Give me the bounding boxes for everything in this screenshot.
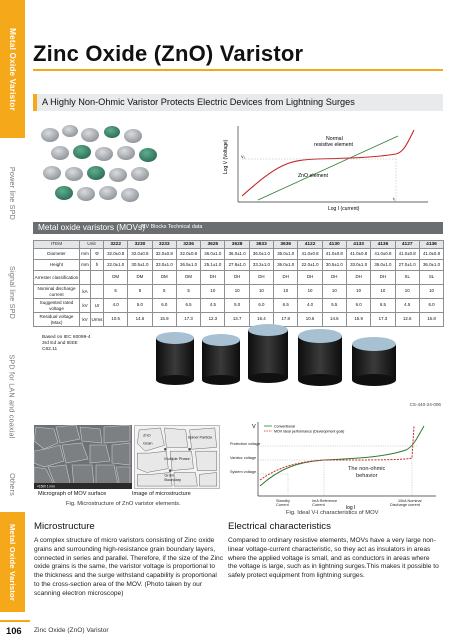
table-cell: 5.5 — [322, 299, 346, 313]
table-cell: 5 — [176, 285, 200, 299]
label-protection-voltage: Protection voltage — [230, 442, 261, 446]
table-cell: 41.0±0.8 — [322, 249, 346, 260]
row-unit: kV — [80, 299, 91, 313]
tick-v1: V₁ — [241, 154, 246, 159]
header-model: 4136 — [419, 241, 443, 249]
label-nominal-2: Discharge current — [390, 503, 420, 507]
disc-row-1 — [41, 125, 142, 143]
title-divider — [33, 69, 443, 71]
side-tab-label: Power line SPD — [8, 166, 18, 220]
table-cell: DH — [371, 271, 395, 285]
varistor-disc — [121, 188, 139, 202]
table-cell: 6.0 — [346, 299, 370, 313]
electrical-heading: Electrical characteristics — [228, 521, 331, 532]
subtitle-marker — [33, 94, 37, 111]
table-cell: 17.3 — [371, 313, 395, 327]
table-cell: 27.0±1.0 — [395, 260, 419, 271]
table-cell: DM — [104, 271, 128, 285]
mov-section-bar — [33, 222, 443, 234]
row-label: Diameter — [34, 249, 80, 260]
table-cell: 22.0±1.0 — [104, 260, 128, 271]
table-cell: 4.0 — [298, 299, 322, 313]
side-tab-power-line-spd[interactable] — [0, 138, 25, 248]
label-system-voltage: System voltage — [230, 470, 256, 474]
conventional-curve — [260, 426, 424, 486]
table-cell: 16.4 — [249, 313, 273, 327]
table-cell: 22.0±1.0 — [298, 260, 322, 271]
table-cell: 12.6 — [395, 313, 419, 327]
table-cell: 36.0±1.0 — [371, 260, 395, 271]
normal-label-2: resistive element — [314, 142, 353, 148]
table-cell: 41.0±0.8 — [395, 249, 419, 260]
table-cell: 4.5 — [201, 299, 225, 313]
spec-table — [33, 240, 444, 327]
table-cell: 36.0±1.0 — [419, 260, 443, 271]
table-cell: 4.0 — [104, 299, 128, 313]
varistor-disc — [77, 187, 95, 201]
table-cell: 36.5±1.0 — [176, 260, 200, 271]
table-cell: 41.0±0.8 — [419, 249, 443, 260]
side-tab-label: Metal Oxide Varistor — [8, 523, 18, 601]
subtitle-banner — [33, 94, 443, 111]
table-cell: 41.0±0.8 — [346, 249, 370, 260]
y-axis-label: Log V (Voltage) — [223, 139, 229, 174]
table-cell: DM — [128, 271, 152, 285]
table-cell: SL — [419, 271, 443, 285]
varistor-disc — [43, 166, 61, 180]
row-symbol: Φ — [91, 249, 104, 260]
side-tab-signal-line-spd[interactable] — [0, 248, 25, 336]
header-model: 4122 — [298, 241, 322, 249]
zno-label: ZnO element — [298, 173, 328, 179]
v-axis-label: V — [252, 424, 256, 430]
label-non-ohmic-1: The non-ohmic — [348, 466, 386, 472]
varistor-disc — [73, 145, 91, 159]
table-cell: 5.0 — [225, 299, 249, 313]
table-cell: 10.6 — [104, 313, 128, 327]
disc-row-2 — [51, 145, 157, 162]
table-cell: 10 — [395, 285, 419, 299]
side-tab-spd-lan-coaxial[interactable] — [0, 336, 25, 456]
table-cell: 36.0±1.0 — [249, 249, 273, 260]
x-axis-label: Log I (current) — [328, 206, 360, 212]
label-standby-1: Standby — [276, 499, 290, 503]
header-model: 3233 — [152, 241, 176, 249]
header-model: 4130 — [322, 241, 346, 249]
table-cell: 10 — [346, 285, 370, 299]
normal-label: Normal — [326, 136, 343, 142]
ideal-chart-caption: Fig. Ideal V-I characteristics of MOV — [286, 510, 379, 516]
table-cell: SL — [395, 271, 419, 285]
table-cell: 4.5 — [395, 299, 419, 313]
table-cell: 6.5 — [176, 299, 200, 313]
table-cell: 33.0±1.0 — [152, 260, 176, 271]
row-symbol: h — [91, 260, 104, 271]
header-model: 3236 — [176, 241, 200, 249]
table-cell: 10 — [298, 285, 322, 299]
disc-row-3 — [43, 166, 149, 182]
table-cell: 25.1±1.0 — [201, 260, 225, 271]
table-cell: 6.5 — [274, 299, 298, 313]
varistor-disc — [65, 167, 83, 181]
microstructure-heading: Microstructure — [34, 521, 95, 532]
varistor-disc — [87, 166, 105, 180]
table-cell: 10 — [419, 285, 443, 299]
log-i-label: log I — [346, 505, 356, 510]
table-cell: 32.0±0.8 — [128, 249, 152, 260]
side-tab-label: Signal line SPD — [8, 265, 18, 319]
micrograph-photo — [34, 425, 132, 489]
row-label: Height — [34, 260, 80, 271]
table-cell: 33.0±1.0 — [346, 260, 370, 271]
mov-block — [202, 334, 240, 385]
label-non-ohmic-2: behavior — [356, 473, 378, 479]
side-tab-label: SPD for LAN and coaxial — [8, 353, 18, 439]
table-cell: DH — [346, 271, 370, 285]
label-spinel: Spinel Particle — [187, 434, 213, 440]
table-cell: 10.6 — [298, 313, 322, 327]
subtitle-text: A Highly Non-Ohmic Varistor Protects Electric Devices from Lightning Surges — [42, 97, 355, 107]
mov-section-title: Metal oxide varistors (MOVs) — [38, 222, 145, 232]
table-cell: 16.8 — [419, 313, 443, 327]
table-cell: DH — [225, 271, 249, 285]
row-symbol — [91, 285, 104, 299]
header-model: 3222 — [104, 241, 128, 249]
mov-block — [156, 332, 194, 385]
table-cell: 5.0 — [128, 299, 152, 313]
table-row — [34, 271, 444, 285]
table-cell: 6.5 — [371, 299, 395, 313]
table-header-row — [34, 241, 444, 249]
table-cell: 41.0±0.8 — [371, 249, 395, 260]
ideal-vi-chart — [228, 420, 442, 510]
table-cell: DM — [152, 271, 176, 285]
row-label: Residual voltage (Max) — [34, 313, 80, 327]
side-navigation — [0, 0, 25, 644]
table-cell: 10 — [274, 285, 298, 299]
footer-divider — [0, 620, 30, 622]
row-unit: kA — [80, 285, 91, 299]
electrical-body: Compared to ordinary resistive elements, MOVs have a very large non-linear voltage-current characteristic, so they act as insulators in areas where the applied voltage is small, and as conductors in areas where the voltage is large, such as in lightning surges.This makes it possible to safely protect equipment from lightning surges. — [228, 537, 439, 580]
varistor-disc — [41, 128, 59, 142]
table-cell: 14.6 — [322, 313, 346, 327]
label-standby-2: Current — [276, 503, 289, 507]
header-model: 3628 — [225, 241, 249, 249]
table-row — [34, 260, 444, 271]
varistor-disc — [62, 125, 78, 137]
table-cell: 5 — [152, 285, 176, 299]
table-cell: 6.0 — [419, 299, 443, 313]
varistor-disc — [51, 146, 69, 160]
table-cell: 17.3 — [176, 313, 200, 327]
table-cell: 10 — [371, 285, 395, 299]
side-tab-others[interactable] — [0, 456, 25, 512]
table-cell: 36.0±1.0 — [225, 249, 249, 260]
label-multiple-phase: Multiple Phase — [164, 455, 190, 461]
label-reference-2: Current — [312, 503, 325, 507]
row-label: Suggested rated voltage — [34, 299, 80, 313]
table-cell: 15.9 — [152, 313, 176, 327]
table-cell: 10 — [322, 285, 346, 299]
header-model: 4133 — [346, 241, 370, 249]
row-label: Nominal discharge current — [34, 285, 80, 299]
label-grain-boundary-1: Grain — [164, 472, 174, 478]
row-unit: mm — [80, 249, 91, 260]
table-cell: DH — [249, 271, 273, 285]
table-cell: 10 — [249, 285, 273, 299]
varistor-disc — [131, 167, 149, 181]
row-symbol: Urms — [91, 313, 104, 327]
varistor-disc — [109, 168, 127, 182]
table-row — [34, 299, 444, 313]
page-number: 106 — [6, 625, 22, 636]
table-cell: 5 — [104, 285, 128, 299]
row-unit — [80, 271, 91, 285]
table-cell: 36.0±1.0 — [274, 249, 298, 260]
header-model: 4136 — [371, 241, 395, 249]
mov-block — [248, 324, 288, 383]
catalog-number: CS-440-24-006 — [409, 402, 441, 407]
microstructure-body: A complex structure of micro varistors consisting of Zinc oxide grains and surrounding high-resistance grain boundary layers, connected in series and parallel. Therefore, if the size of the Zinc oxide grains is the same, the varistor voltage is proportional to the thickness and the surge withstand capability is proportional to the cross-section area of the MOV. (Photo taken by our scanning electron microscope) — [34, 537, 224, 597]
table-cell: DH — [322, 271, 346, 285]
mov-section-subtitle: MV Blocks Technical data — [141, 224, 203, 230]
header-unit: Unit — [80, 241, 104, 249]
row-unit: kV — [80, 313, 91, 327]
legend-ideal: MOV ideal performance (Development goal) — [274, 429, 345, 434]
label-nominal-1: 10kA Nominal — [398, 499, 422, 503]
mov-block — [298, 329, 342, 386]
varistor-disc — [95, 147, 113, 161]
label-reference-1: ImA Reference — [312, 499, 338, 503]
row-symbol: Ur — [91, 299, 104, 313]
table-cell: 5 — [128, 285, 152, 299]
table-cell: 14.6 — [128, 313, 152, 327]
table-cell: 32.0±0.8 — [176, 249, 200, 260]
varistor-elements-photo — [38, 123, 213, 208]
row-symbol — [91, 271, 104, 285]
varistor-disc — [99, 186, 117, 200]
row-label: Arrester classification — [34, 271, 80, 285]
side-tab-metal-oxide-varistor[interactable] — [0, 0, 25, 138]
micrograph-scale: ×1500 1 mm — [37, 484, 55, 489]
side-tab-label: Metal Oxide Varistor — [8, 27, 18, 111]
table-cell: 33.2±1.0 — [249, 260, 273, 271]
table-cell: DH — [274, 271, 298, 285]
label-zno: ZnO — [143, 432, 151, 438]
header-model: 3230 — [128, 241, 152, 249]
micrograph-caption: Micrograph of MOV surface — [38, 491, 107, 497]
microstructure-diagram — [134, 425, 220, 489]
table-cell: 12.3 — [201, 313, 225, 327]
header-item: ITEM — [34, 241, 80, 249]
table-row — [34, 285, 444, 299]
header-model: 4127 — [395, 241, 419, 249]
header-model: 3636 — [274, 241, 298, 249]
table-cell: 27.8±1.0 — [225, 260, 249, 271]
mov-blocks-photo — [94, 322, 440, 392]
table-cell: 32.0±0.8 — [104, 249, 128, 260]
varistor-disc — [104, 126, 120, 138]
table-cell: DH — [201, 271, 225, 285]
label-grain-boundary-2: Boundary — [164, 477, 181, 483]
varistor-disc — [81, 128, 99, 142]
table-cell: 36.0±1.0 — [201, 249, 225, 260]
side-tab-label: Others — [8, 472, 17, 496]
row-unit: mm — [80, 260, 91, 271]
table-cell: 6.0 — [152, 299, 176, 313]
micrograph-texture — [34, 425, 132, 489]
table-cell: 30.5±1.0 — [322, 260, 346, 271]
table-cell: 10 — [225, 285, 249, 299]
table-cell: 15.9 — [346, 313, 370, 327]
table-cell: 13.7 — [225, 313, 249, 327]
table-cell: 6.0 — [249, 299, 273, 313]
header-model: 3633 — [249, 241, 273, 249]
microstructure-figure-caption: Fig. Microstructure of ZnO varistor elements. — [66, 501, 181, 507]
table-cell: 30.5±1.0 — [128, 260, 152, 271]
vi-characteristic-chart — [218, 122, 438, 212]
varistor-disc — [55, 186, 73, 200]
tick-i1: I₁ — [393, 196, 396, 201]
header-model: 3625 — [201, 241, 225, 249]
table-cell: DM — [176, 271, 200, 285]
microstructure-caption: Image of microstructure — [132, 491, 191, 497]
label-varistor-voltage: Varistor voltage — [230, 456, 257, 460]
ideal-curve — [260, 426, 414, 480]
standards-note: Based on IEC 60099-4 3rd Ed and IEEE C62.11 — [42, 335, 91, 353]
varistor-disc — [117, 146, 135, 160]
varistor-disc — [124, 129, 142, 143]
varistor-disc — [139, 148, 157, 162]
label-grain: Grain — [143, 440, 153, 446]
footer-title: Zinc Oxide (ZnO) Varistor — [34, 627, 109, 634]
mov-block — [352, 337, 396, 386]
table-cell: 41.0±0.8 — [298, 249, 322, 260]
table-cell: DH — [298, 271, 322, 285]
table-cell: 17.8 — [274, 313, 298, 327]
page-title: Zinc Oxide (ZnO) Varistor — [33, 41, 304, 66]
table-row — [34, 249, 444, 260]
legend-conventional: Conventional — [274, 424, 295, 429]
table-cell: 32.0±0.8 — [152, 249, 176, 260]
side-tab-metal-oxide-varistor-current[interactable] — [0, 512, 25, 612]
table-cell: 36.0±1.0 — [274, 260, 298, 271]
table-cell: 10 — [201, 285, 225, 299]
disc-row-4 — [55, 186, 139, 202]
